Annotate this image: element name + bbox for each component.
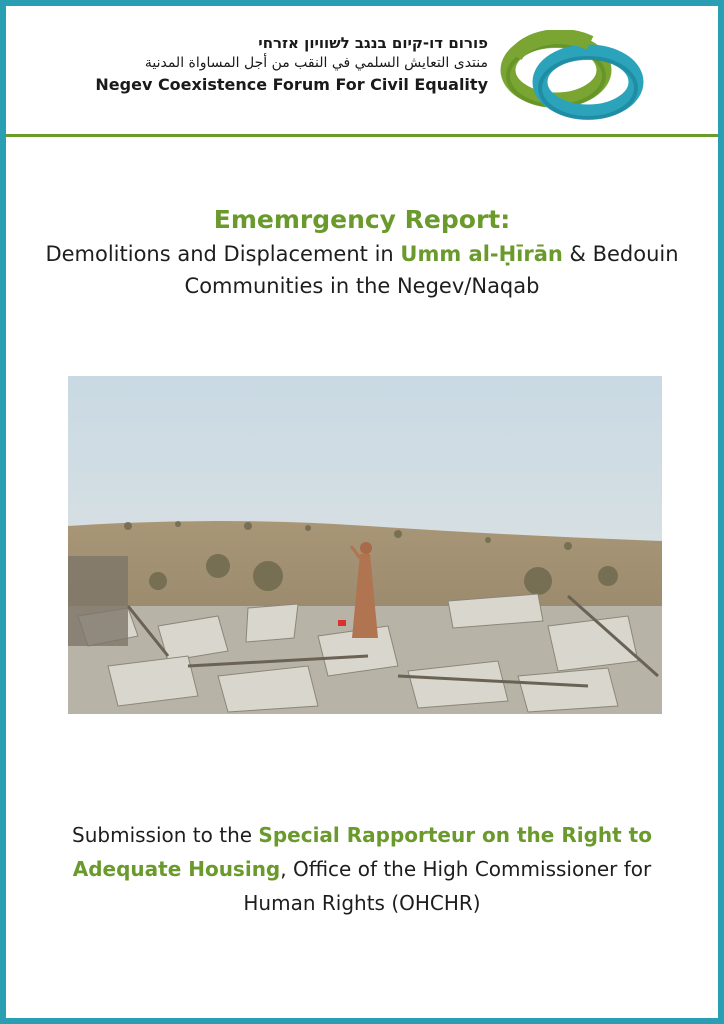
org-name-english: Negev Coexistence Forum For Civil Equality: [95, 75, 488, 94]
interlocking-rings-logo-icon: [500, 30, 646, 124]
submission-rapporteur-highlight: Special Rapporteur on the Right to Adequate Housing: [72, 823, 652, 881]
demolition-rubble-photo: [68, 376, 662, 714]
submission-suffix: , Office of the High Commissioner for Human Rights (OHCHR): [243, 857, 652, 915]
submission-statement: [46, 818, 678, 920]
report-subtitle: [6, 238, 718, 302]
subtitle-text-rest: & Bedouin Communities in the Negev/Naqab: [184, 242, 679, 298]
org-name-arabic: منتدى التعايش السلمي في النقب من أجل المساواة المدنية: [144, 55, 488, 71]
organization-names: [95, 34, 488, 97]
header-divider: [6, 134, 718, 137]
subtitle-place-highlight: Umm al-Ḥīrān: [400, 242, 563, 266]
subtitle-text: Demolitions and Displacement in: [45, 242, 401, 266]
report-title-block: [6, 202, 718, 302]
org-name-hebrew: פורום דו-קיום בנגב לשוויון אזרחי: [258, 34, 488, 52]
submission-prefix: Submission to the: [72, 823, 259, 847]
header: [6, 6, 718, 134]
report-title: Ememrgency Report:: [213, 205, 511, 234]
